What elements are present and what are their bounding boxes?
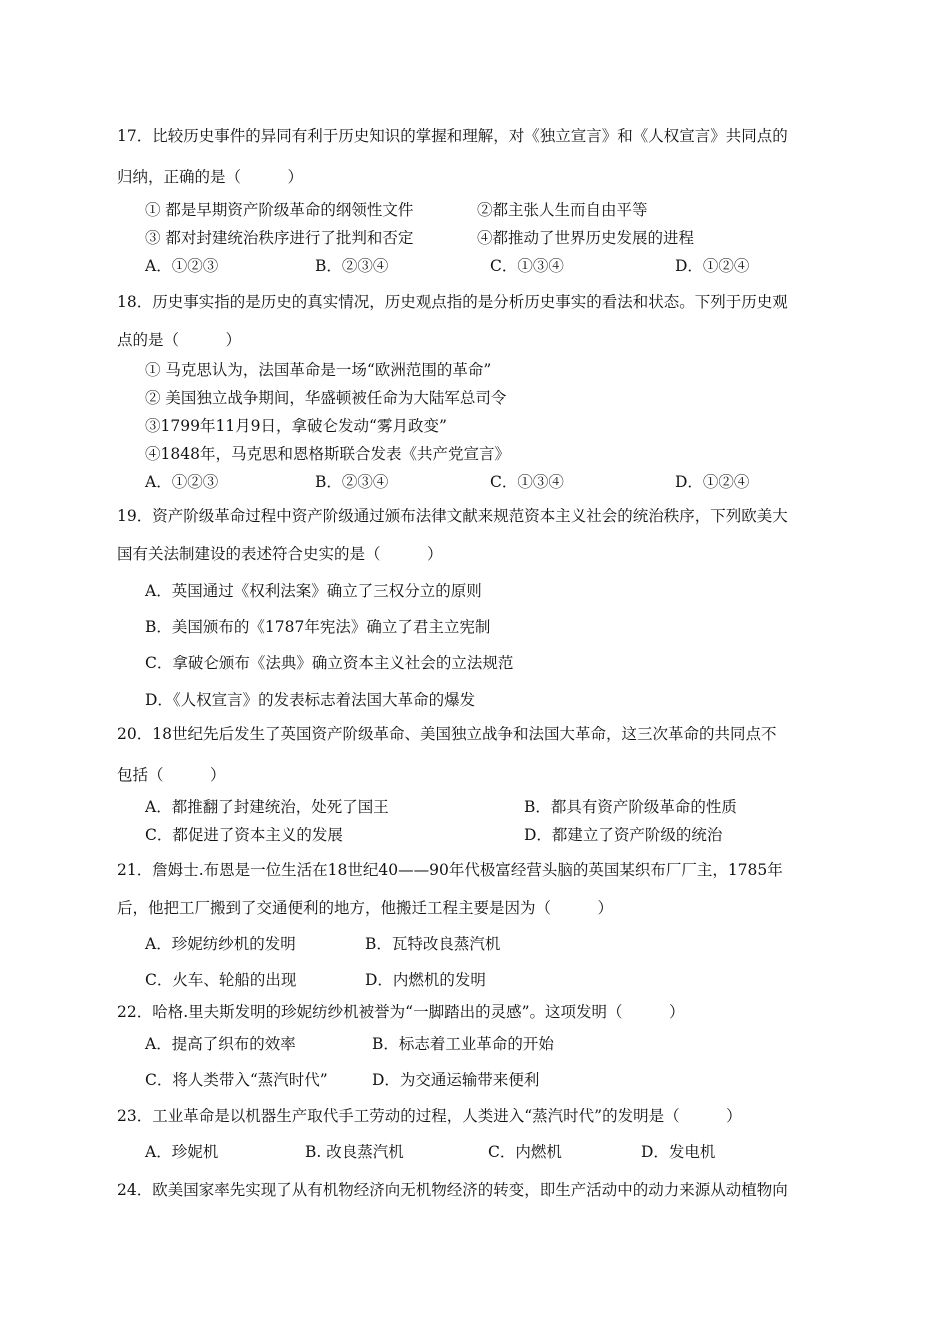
q18-option-a: A．①②③	[145, 473, 219, 491]
q19-option-b: B．美国颁布的《1787年宪法》确立了君主立宪制	[145, 618, 491, 636]
q21-option-b: B．瓦特改良蒸汽机	[365, 935, 501, 953]
q21-option-a: A．珍妮纺纱机的发明	[145, 935, 296, 953]
question-19-stem: 19．资产阶级革命过程中资产阶级通过颁布法律文献来规范资本主义社会的统治秩序，下列欧美大	[117, 507, 788, 525]
q18-statement-4: ④1848年，马克思和恩格斯联合发表《共产党宣言》	[145, 445, 510, 463]
question-20-stem-cont: 包括（ ）	[117, 766, 226, 784]
question-17-stem: 17．比较历史事件的异同有利于历史知识的掌握和理解，对《独立宣言》和《人权宣言》共同点的	[117, 127, 788, 145]
q22-option-d: D．为交通运输带来便利	[372, 1071, 540, 1089]
q17-statement-4: ④都推动了世界历史发展的进程	[477, 229, 695, 247]
question-18-stem-cont: 点的是（ ）	[117, 331, 242, 349]
q18-statement-1: ① 马克思认为，法国革命是一场“欧洲范围的革命”	[145, 361, 492, 379]
q19-option-d: D．《人权宣言》的发表标志着法国大革命的爆发	[145, 691, 476, 709]
question-18-stem: 18．历史事实指的是历史的真实情况，历史观点指的是分析历史事实的看法和状态。下列于历史观	[117, 293, 788, 311]
q18-option-b: B．②③④	[315, 473, 389, 491]
question-22-stem: 22．哈格.里夫斯发明的珍妮纺纱机被誉为“一脚踏出的灵感”。这项发明（ ）	[117, 1003, 685, 1021]
q20-option-b: B．都具有资产阶级革命的性质	[524, 798, 737, 816]
q22-option-c: C．将人类带入“蒸汽时代”	[145, 1071, 328, 1089]
question-20-stem: 20．18世纪先后发生了英国资产阶级革命、美国独立战争和法国大革命，这三次革命的共同点不	[117, 725, 777, 743]
q18-option-d: D．①②④	[675, 473, 750, 491]
q17-option-d: D．①②④	[675, 257, 750, 275]
q23-option-c: C．内燃机	[488, 1143, 562, 1161]
q22-option-a: A．提高了织布的效率	[145, 1035, 296, 1053]
q20-option-d: D．都建立了资产阶级的统治	[524, 826, 723, 844]
question-21-stem-cont: 后，他把工厂搬到了交通便利的地方，他搬迁工程主要是因为（ ）	[117, 899, 614, 917]
q17-option-b: B．②③④	[315, 257, 389, 275]
q23-option-b: B. 改良蒸汽机	[305, 1143, 404, 1161]
q19-option-a: A．英国通过《权利法案》确立了三权分立的原则	[145, 582, 482, 600]
q20-option-a: A．都推翻了封建统治，处死了国王	[145, 798, 389, 816]
q17-statement-3: ③ 都对封建统治秩序进行了批判和否定	[145, 229, 414, 247]
q23-option-a: A．珍妮机	[145, 1143, 219, 1161]
question-21-stem: 21．詹姆士.布恩是一位生活在18世纪40——90年代极富经营头脑的英国某织布厂厂主，1785年	[117, 861, 783, 879]
q23-option-d: D．发电机	[641, 1143, 716, 1161]
q18-option-c: C．①③④	[490, 473, 564, 491]
q17-statement-2: ②都主张人生而自由平等	[477, 201, 648, 219]
question-23-stem: 23．工业革命是以机器生产取代手工劳动的过程，人类进入“蒸汽时代”的发明是（ ）	[117, 1107, 742, 1125]
q19-option-c: C．拿破仑颁布《法典》确立资本主义社会的立法规范	[145, 654, 514, 672]
q20-option-c: C．都促进了资本主义的发展	[145, 826, 343, 844]
q22-option-b: B．标志着工业革命的开始	[372, 1035, 554, 1053]
q17-option-a: A．①②③	[145, 257, 219, 275]
q21-option-c: C．火车、轮船的出现	[145, 971, 297, 989]
q18-statement-2: ② 美国独立战争期间，华盛顿被任命为大陆军总司令	[145, 389, 507, 407]
question-17-stem-cont: 归纳，正确的是（ ）	[117, 168, 304, 186]
question-19-stem-cont: 国有关法制建设的表述符合史实的是（ ）	[117, 545, 443, 563]
q17-option-c: C．①③④	[490, 257, 564, 275]
q18-statement-3: ③1799年11月9日，拿破仑发动“雾月政变”	[145, 417, 447, 435]
q17-statement-1: ① 都是早期资产阶级革命的纲领性文件	[145, 201, 414, 219]
q21-option-d: D．内燃机的发明	[365, 971, 486, 989]
question-24-stem: 24．欧美国家率先实现了从有机物经济向无机物经济的转变，即生产活动中的动力来源从动植物向	[117, 1181, 788, 1199]
